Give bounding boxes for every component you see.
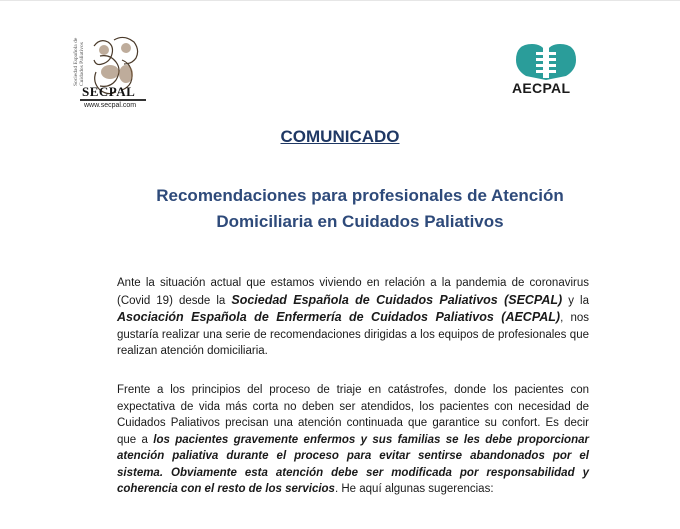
secpal-vertical-text: Sociedad Española de Cuidados Paliativos [73, 37, 85, 86]
p1-bold-aecpal: Asociación Española de Enfermería de Cuidados Paliativos (AECPAL) [117, 310, 561, 324]
document-subtitle [150, 183, 570, 235]
p1-bold-secpal: Sociedad Española de Cuidados Paliativos (SECPAL) [231, 292, 563, 307]
secpal-url: www.secpal.com [84, 102, 137, 109]
aecpal-logo-icon [512, 40, 580, 82]
p1-text-2: y la [562, 294, 589, 307]
top-divider [0, 0, 680, 1]
p2-text-1: Frente a los principios del proceso de triaje en catástrofes, donde los pacientes con expectativa de vida más corta no deben ser atendidos, los pacientes con necesidad de Cuidados Paliativos precisan una atención continuada que garantice su confort. Es decir que a [117, 384, 589, 446]
p1-text-3: , nos gustaría realizar una serie de recomendaciones dirigidas a los equipos de profesionales que realizan atención domiciliaria. [117, 312, 589, 357]
secpal-underline [80, 99, 146, 101]
subtitle-line-2: Domiciliaria en Cuidados Paliativos [216, 212, 504, 231]
document-title: COMUNICADO [280, 127, 400, 146]
p2-text-2: . He aquí algunas sugerencias: [334, 483, 494, 495]
paragraph-triage [117, 382, 589, 498]
p2-bold-emphasis: los pacientes gravemente enfermos y sus familias se les debe proporcionar atención paliativa durante el proceso para evitar sentirse abandonados por el sistema. Obviamente esta atención debe ser modificada por responsabilidad y coherencia con el resto de los servicios [117, 433, 589, 495]
paragraph-intro [117, 275, 589, 360]
p1-text-1: Ante la situación actual que estamos viviendo en relación a la pandemia de coronavirus (Covid 19) desde la [117, 277, 589, 307]
secpal-name: SECPAL [82, 84, 136, 99]
subtitle-line-1: Recomendaciones para profesionales de Atención [156, 186, 564, 205]
aecpal-name: AECPAL [512, 80, 571, 96]
